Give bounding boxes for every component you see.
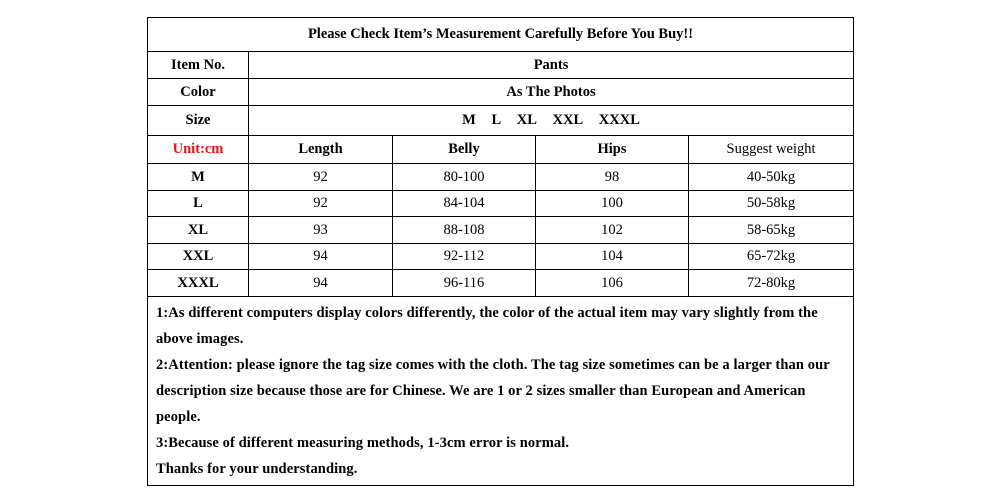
header-suggest-weight: Suggest weight	[689, 136, 854, 164]
row-weight: 65-72kg	[689, 243, 854, 270]
row-size: XL	[148, 217, 249, 244]
size-option: XXL	[552, 112, 584, 129]
header-length: Length	[249, 136, 393, 164]
row-hips: 100	[536, 190, 689, 217]
item-no-value: Pants	[249, 52, 854, 79]
row-weight: 58-65kg	[689, 217, 854, 244]
chart-title: Please Check Item’s Measurement Carefully Before You Buy!!	[148, 18, 854, 52]
row-size: XXXL	[148, 270, 249, 297]
header-belly: Belly	[393, 136, 536, 164]
item-no-label: Item No.	[148, 52, 249, 79]
color-value: As The Photos	[249, 79, 854, 106]
size-option: XL	[516, 112, 537, 129]
row-hips: 106	[536, 270, 689, 297]
size-option: M	[462, 112, 476, 129]
row-length: 93	[249, 217, 393, 244]
note-thanks: Thanks for your understanding.	[156, 460, 358, 477]
row-hips: 102	[536, 217, 689, 244]
table-row	[148, 270, 854, 297]
row-length: 92	[249, 164, 393, 191]
notes	[148, 296, 854, 485]
unit-label: Unit:cm	[148, 136, 249, 164]
row-belly: 88-108	[393, 217, 536, 244]
row-hips: 98	[536, 164, 689, 191]
row-length: 94	[249, 243, 393, 270]
row-belly: 92-112	[393, 243, 536, 270]
row-size: L	[148, 190, 249, 217]
table-row	[148, 243, 854, 270]
table-row	[148, 190, 854, 217]
note-item: 1:As different computers display colors differently, the color of the actual item may vary slightly from the above images.	[156, 304, 818, 347]
note-item: 3:Because of different measuring methods, 1-3cm error is normal.	[156, 434, 570, 451]
size-option: L	[491, 112, 502, 129]
size-list	[249, 106, 854, 136]
header-hips: Hips	[536, 136, 689, 164]
note-item: 2:Attention: please ignore the tag size comes with the cloth. The tag size sometimes can be a larger than our description size because those are for Chinese. We are 1 or 2 sizes smaller than European and American people.	[156, 356, 830, 425]
size-chart	[147, 17, 853, 486]
size-label: Size	[148, 106, 249, 136]
row-hips: 104	[536, 243, 689, 270]
row-weight: 72-80kg	[689, 270, 854, 297]
color-label: Color	[148, 79, 249, 106]
row-size: M	[148, 164, 249, 191]
table-row	[148, 164, 854, 191]
row-belly: 96-116	[393, 270, 536, 297]
size-option: XXXL	[598, 112, 640, 129]
row-size: XXL	[148, 243, 249, 270]
table-row	[148, 217, 854, 244]
size-chart-table	[147, 17, 854, 486]
row-weight: 50-58kg	[689, 190, 854, 217]
row-belly: 80-100	[393, 164, 536, 191]
row-weight: 40-50kg	[689, 164, 854, 191]
row-length: 94	[249, 270, 393, 297]
row-length: 92	[249, 190, 393, 217]
row-belly: 84-104	[393, 190, 536, 217]
